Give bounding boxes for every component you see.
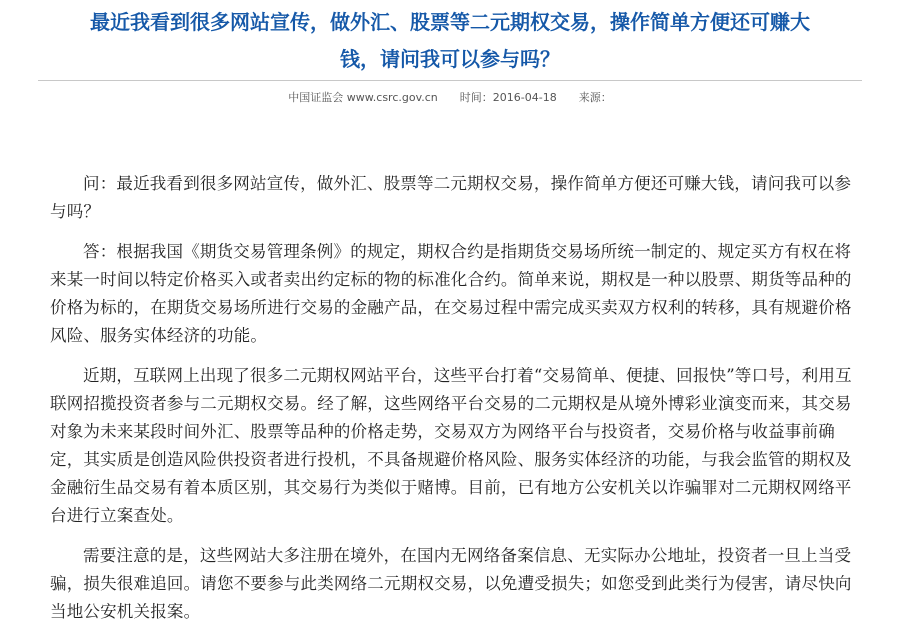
article-meta (0, 89, 900, 107)
paragraph-answer: 答：根据我国《期货交易管理条例》的规定，期权合约是指期货交易场所统一制定的、规定买方有权在将来某一时间以特定价格买入或者卖出约定标的物的标准化合约。简单来说，期权是一种以股票、期货等品种的价格为标的，在期货交易场所进行交易的金融产品，在交易过程中需完成买卖双方权利的转移，具有规避价格风险、服务实体经济的功能。 (50, 242, 852, 345)
paragraph-question: 问：最近我看到很多网站宣传，做外汇、股票等二元期权交易，操作简单方便还可赚大钱，请问我可以参与吗？ (50, 174, 852, 221)
meta-site: 中国证监会 www.csrc.gov.cn (288, 91, 438, 104)
article-title-line-1: 最近我看到很多网站宣传，做外汇、股票等二元期权交易，操作简单方便还可赚大 (90, 10, 810, 34)
article-body (50, 170, 865, 638)
meta-source-label: 来源： (578, 91, 612, 104)
paragraph-recent: 近期，互联网上出现了很多二元期权网站平台，这些平台打着“交易简单、便捷、回报快”等口号，利用互联网招揽投资者参与二元期权交易。经了解，这些网络平台交易的二元期权是从境外博彩业演变而来，其交易对象为未来某段时间外汇、股票等品种的价格走势，交易双方为网络平台与投资者，交易价格与收益事前确定，其实质是创造风险供投资者进行投机，不具备规避价格风险、服务实体经济的功能，与我会监管的期权及金融衍生品交易有着本质区别，其交易行为类似于赌博。目前，已有地方公安机关以诈骗罪对二元期权网络平台进行立案查处。 (50, 366, 852, 525)
meta-time-value: 2016-04-18 (492, 91, 557, 104)
meta-time-label: 时间： (459, 91, 493, 104)
paragraph-notice: 需要注意的是，这些网站大多注册在境外，在国内无网络备案信息、无实际办公地址，投资者一旦上当受骗，损失很难追回。请您不要参与此类网络二元期权交易，以免遭受损失；如您受到此类行为侵害，请尽快向当地公安机关报案。 (50, 546, 852, 621)
article-title-line-2: 钱，请问我可以参与吗？ (340, 47, 560, 71)
title-divider (38, 80, 862, 81)
article-title (70, 4, 830, 78)
